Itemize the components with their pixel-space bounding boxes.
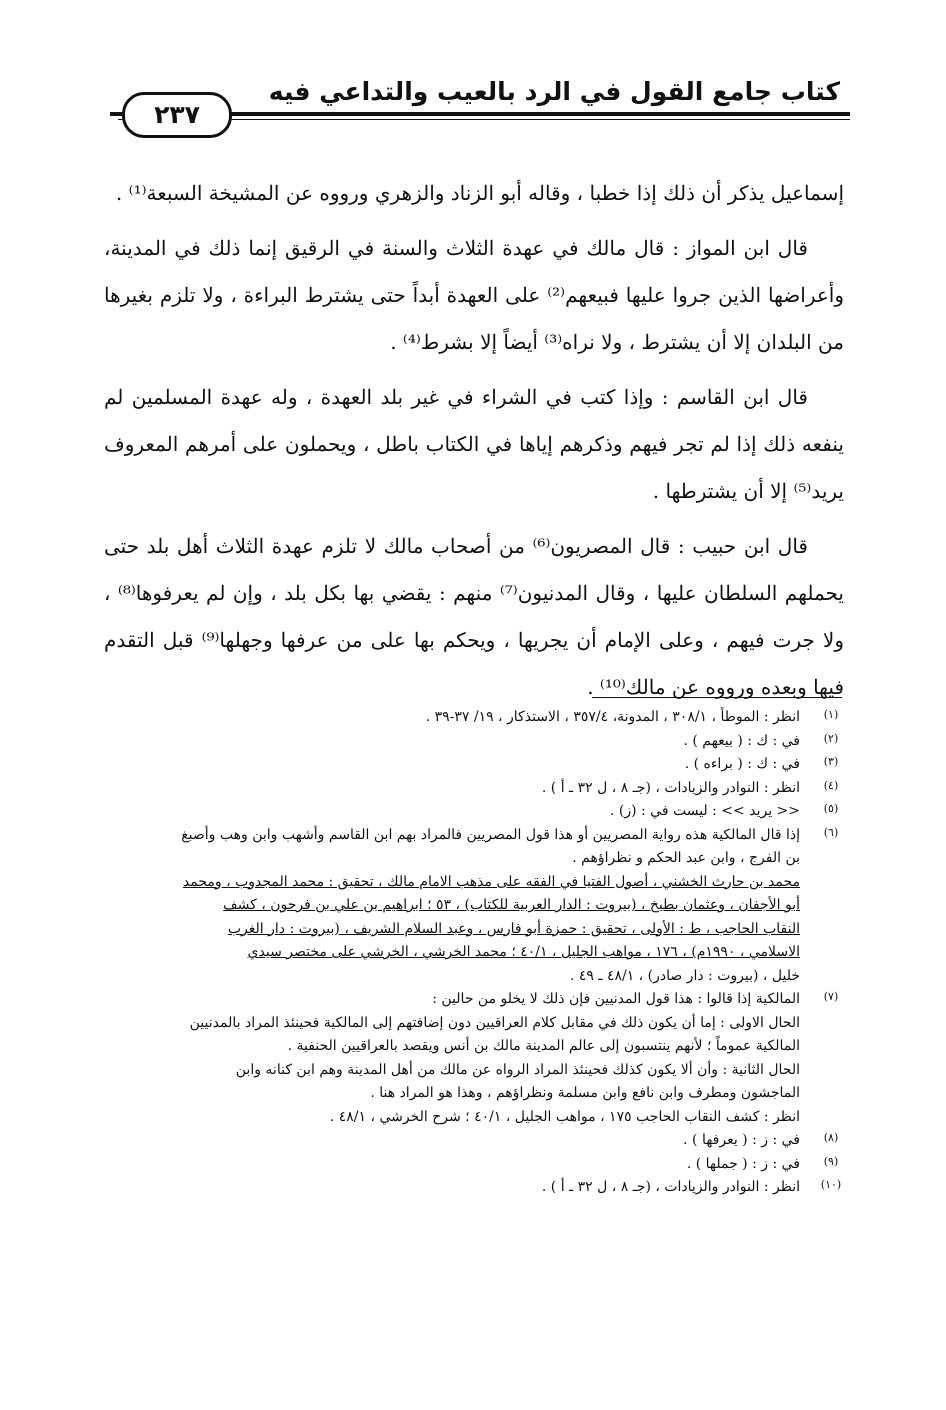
footnotes	[108, 706, 846, 1200]
footnote-line: محمد بن حارث الخشني ، أصول الفتيا في الفقه على مذهب الامام مالك ، تحقيق : محمد المجدوب ، ومحمد	[182, 873, 800, 890]
running-header-title: كتاب جامع القول في الرد بالعيب والتداعي فيه	[268, 77, 840, 106]
paragraph: قال ابن القاسم : وإذا كتب في الشراء في غير بلد العهدة ، وله عهدة المسلمين لم ينفعه ذلك إذا لم تجر فيهم وذكرهم إياها في الكتاب باطل ، ويحملون على أمرهم المعروف يريد⁽⁵⁾ إلا أن يشترطها .	[104, 385, 844, 503]
footnote-line: أبو الأجفان ، وعثمان بطيخ ، (بيروت : الدار العربية للكتاب) ، ٥٣ ؛ ابراهيم بن علي بن فرحون ، كشف	[223, 897, 800, 913]
footnote	[108, 730, 846, 754]
footnote-number: (٧)	[823, 990, 839, 1003]
footnote	[108, 1153, 846, 1177]
footnote-line: الحال الاولى : إما أن يكون ذلك في مقابل كلام العراقيين دون إضافتهم إلى المالكية فحينئذ المراد بالمدنيين	[189, 1014, 800, 1031]
footnote	[108, 988, 846, 1129]
footnote-number: (١٠)	[820, 1178, 842, 1191]
footnote-line: الماجشون ومطرف وابن نافع وابن مسلمة ونظراؤهم ، وهذا هو المراد هنا .	[370, 1085, 800, 1101]
paragraph: إسماعيل يذكر أن ذلك إذا خطبا ، وقاله أبو الزناد والزهري ورووه عن المشيخة السبعة⁽¹⁾ .	[115, 181, 844, 205]
footnote-number: (١)	[823, 708, 839, 721]
footnote-number: (٤)	[823, 778, 839, 792]
footnote-number: (٢)	[823, 731, 839, 745]
footnote-line: إذا قال المالكية هذه رواية المصريين أو هذا قول المصريين فالمراد بهم ابن القاسم وأشهب وابن وهب وأصبغ	[181, 826, 800, 843]
footnote-number: (٥)	[823, 802, 839, 815]
footnote-separator	[592, 697, 842, 698]
footnote-line: الحال الثانية : وأن ألا يكون كذلك فحينئذ المراد الرواه عن مالك من أهل المدينة وهم ابن كنانه وابن	[235, 1061, 800, 1078]
footnote-line: في : ز : ( جملها ) .	[686, 1155, 800, 1172]
footnote-line: بن الفرج ، وابن عبد الحكم و نظراؤهم .	[572, 850, 800, 866]
footnote	[108, 706, 846, 730]
footnote-line: المالكية إذا قالوا : هذا قول المدنيين فإن ذلك لا يخلو من حالين :	[432, 991, 800, 1007]
paragraph: قال ابن المواز : قال مالك في عهدة الثلاث والسنة في الرقيق إنما ذلك في المدينة، وأعراضها الذين جروا عليها فبيعهم⁽²⁾ على العهدة أبداً حتى يشترط البراءة ، ولا تلزم بغيرها من البلدان إلا أن يشترط ، ولا نراه⁽³⁾ أيضاً إلا بشرط⁽⁴⁾ .	[104, 236, 845, 354]
footnote-line: انظر : كشف النقاب الحاجب ١٧٥ ، مواهب الجليل ، ٤٠/١ ؛ شرح الخرشي ، ٤٨/١ .	[329, 1108, 800, 1125]
footnote-line: خليل ، (بيروت : دار صادر) ، ٤٨/١ ـ ٤٩ .	[569, 967, 800, 984]
footnote-line: النقاب الحاجب ، ط : الأولى ، تحقيق : حمزة أبو فارس ، وعبد السلام الشريف ، (بيروت : دار الغرب	[227, 920, 800, 937]
footnote-line: في : ز : ( يعرفها ) .	[683, 1132, 800, 1148]
footnote-line: انظر : النوادر والزيادات ، (جـ ٨ ، ل ٣٢ ـ أ ) .	[541, 779, 800, 796]
page-number: ٢٣٧	[122, 92, 232, 138]
footnote-line: << يريد >> : ليست في : (ز) .	[609, 803, 800, 819]
footnote-line: في : ك : ( بيعهم ) .	[683, 732, 800, 749]
footnote	[108, 753, 846, 777]
footnote	[108, 800, 846, 824]
footnote	[108, 777, 846, 801]
footnote-line: في : ك : ( براءه ) .	[684, 756, 800, 772]
footnote-number: (٩)	[823, 1154, 839, 1168]
footnote-line: انظر : النوادر والزيادات ، (جـ ٨ ، ل ٣٢ ـ أ ) .	[541, 1179, 800, 1195]
footnote-number: (٦)	[823, 825, 839, 839]
footnote-line: الاسلامي ، ١٩٩٠م) ، ١٧٦ ، مواهب الجليل ، ٤٠/١ ؛ محمد الخرشي ، الخرشي على مختصر سيدي	[247, 944, 800, 960]
footnote-line: المالكية عموماً ؛ لأنهم ينتسبون إلى عالم المدينة مالك بن أنس ويقصد بالعراقيين الحنفية .	[287, 1038, 800, 1054]
footnote-line: انظر : الموطأ ، ٣٠٨/١ ، المدونة، ٣٥٧/٤ ، الاستذكار ، ١٩/ ٣٧-٣٩ .	[425, 709, 800, 725]
footnote	[108, 824, 846, 989]
footnote	[108, 1129, 846, 1153]
footnote-number: (٨)	[823, 1131, 839, 1144]
footnote	[108, 1176, 846, 1200]
main-text	[104, 170, 844, 719]
footnote-number: (٣)	[823, 755, 839, 768]
paragraph: قال ابن حبيب : قال المصريون⁽⁶⁾ من أصحاب مالك لا تلزم عهدة الثلاث أهل بلد حتى يحملهم السلطان عليها ، وقال المدنيون⁽⁷⁾ منهم : يقضي بها بكل بلد ، وإن لم يعرفوها⁽⁸⁾ ، ولا جرت فيهم ، وعلى الإمام أن يجريها ، ويحكم بها على من عرفها وجهلها⁽⁹⁾ قبل التقدم فيها وبعده ورووه عن مالك⁽¹⁰⁾ .	[104, 534, 844, 699]
